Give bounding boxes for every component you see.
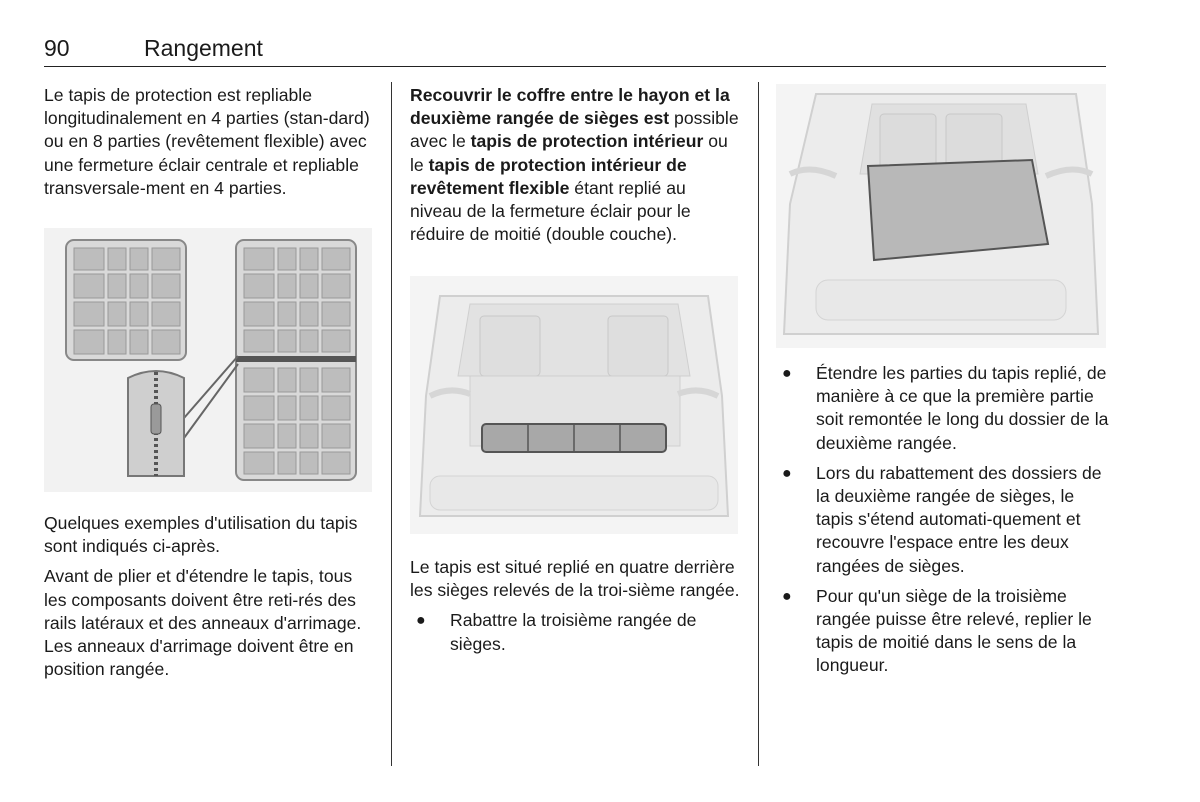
column-1 [44, 84, 374, 207]
folded-mat-paragraph: Le tapis est situé replié en quatre derrière les sièges relevés de la troi-sième rangée. [410, 557, 740, 601]
column-divider-2 [758, 82, 759, 766]
cover-trunk-bold: Recouvrir le coffre entre le hayon et la deuxième rangée de sièges est [410, 85, 730, 129]
bullet-text: Rabattre la troisième rangée de sièges. [450, 610, 697, 654]
folded-mat [482, 424, 666, 452]
instructions-paragraph: Avant de plier et d'étendre le tapis, tous les composants doivent être reti-rés des rails latéraux et des anneaux d'arrimage. Les anneaux d'arrimage doivent être en position rangée. [44, 566, 362, 680]
list-item [410, 609, 740, 655]
bullet-text: Lors du rabattement des dossiers de la deuxième rangée de sièges, le tapis s'étend automati-quement et recouvre l'espace entre les deux rangées de sièges. [816, 462, 1102, 576]
term-interior-mat: tapis de protection intérieur [470, 131, 704, 152]
bullet-icon: ● [782, 587, 792, 605]
column-divider-1 [391, 82, 392, 766]
mat-8-parts [236, 240, 356, 480]
bullet-icon: ● [782, 365, 792, 382]
text-run: possible avec le [410, 108, 739, 152]
list-item [776, 585, 1110, 678]
list-item [776, 362, 1110, 455]
page-number: 90 [44, 35, 70, 61]
examples-paragraph: Quelques exemples d'utilisation du tapis sont indiqués ci-après. [44, 513, 358, 557]
bullet-text: Pour qu'un siège de la troisième rangée puisse être relevé, replier le tapis de moitié dans le sens de la longueur. [816, 585, 1092, 676]
zipper-detail [128, 371, 184, 476]
cover-trunk-paragraph [410, 84, 740, 246]
column-2-lower [410, 556, 740, 663]
text-run: étant replié au niveau de la fermeture éclair pour le réduire de moitié (double couche). [410, 177, 691, 245]
col3-bullet-list [776, 362, 1110, 678]
bullet-icon: ● [416, 612, 426, 630]
column-3 [776, 362, 1110, 685]
page-title: Rangement [144, 35, 263, 61]
trunk-folded-mat-illustration [410, 276, 738, 534]
trunk-extended-mat-illustration [776, 84, 1106, 348]
list-item [776, 462, 1110, 578]
text-run: ou le [410, 131, 728, 175]
extended-mat [868, 160, 1048, 260]
bullet-text: Étendre les parties du tapis replié, de manière à ce que la première partie soit remontée le long du dossier de la deuxième rangée. [816, 363, 1109, 453]
column-1-lower [44, 512, 374, 688]
mat-4-parts [66, 240, 186, 360]
col2-bullet-list [410, 609, 740, 655]
term-flexible-mat: tapis de protection intérieur de revêtement flexible [410, 154, 687, 198]
mat-folding-illustration [44, 228, 372, 492]
intro-paragraph: Le tapis de protection est repliable longitudinalement en 4 parties (stan-dard) ou en 8 parties (revêtement flexible) avec une fermeture éclair centrale et repliable transversale-ment en 4 parties. [44, 85, 370, 198]
bullet-icon: ● [782, 464, 792, 482]
column-2 [410, 84, 740, 253]
page-header [44, 34, 1106, 67]
